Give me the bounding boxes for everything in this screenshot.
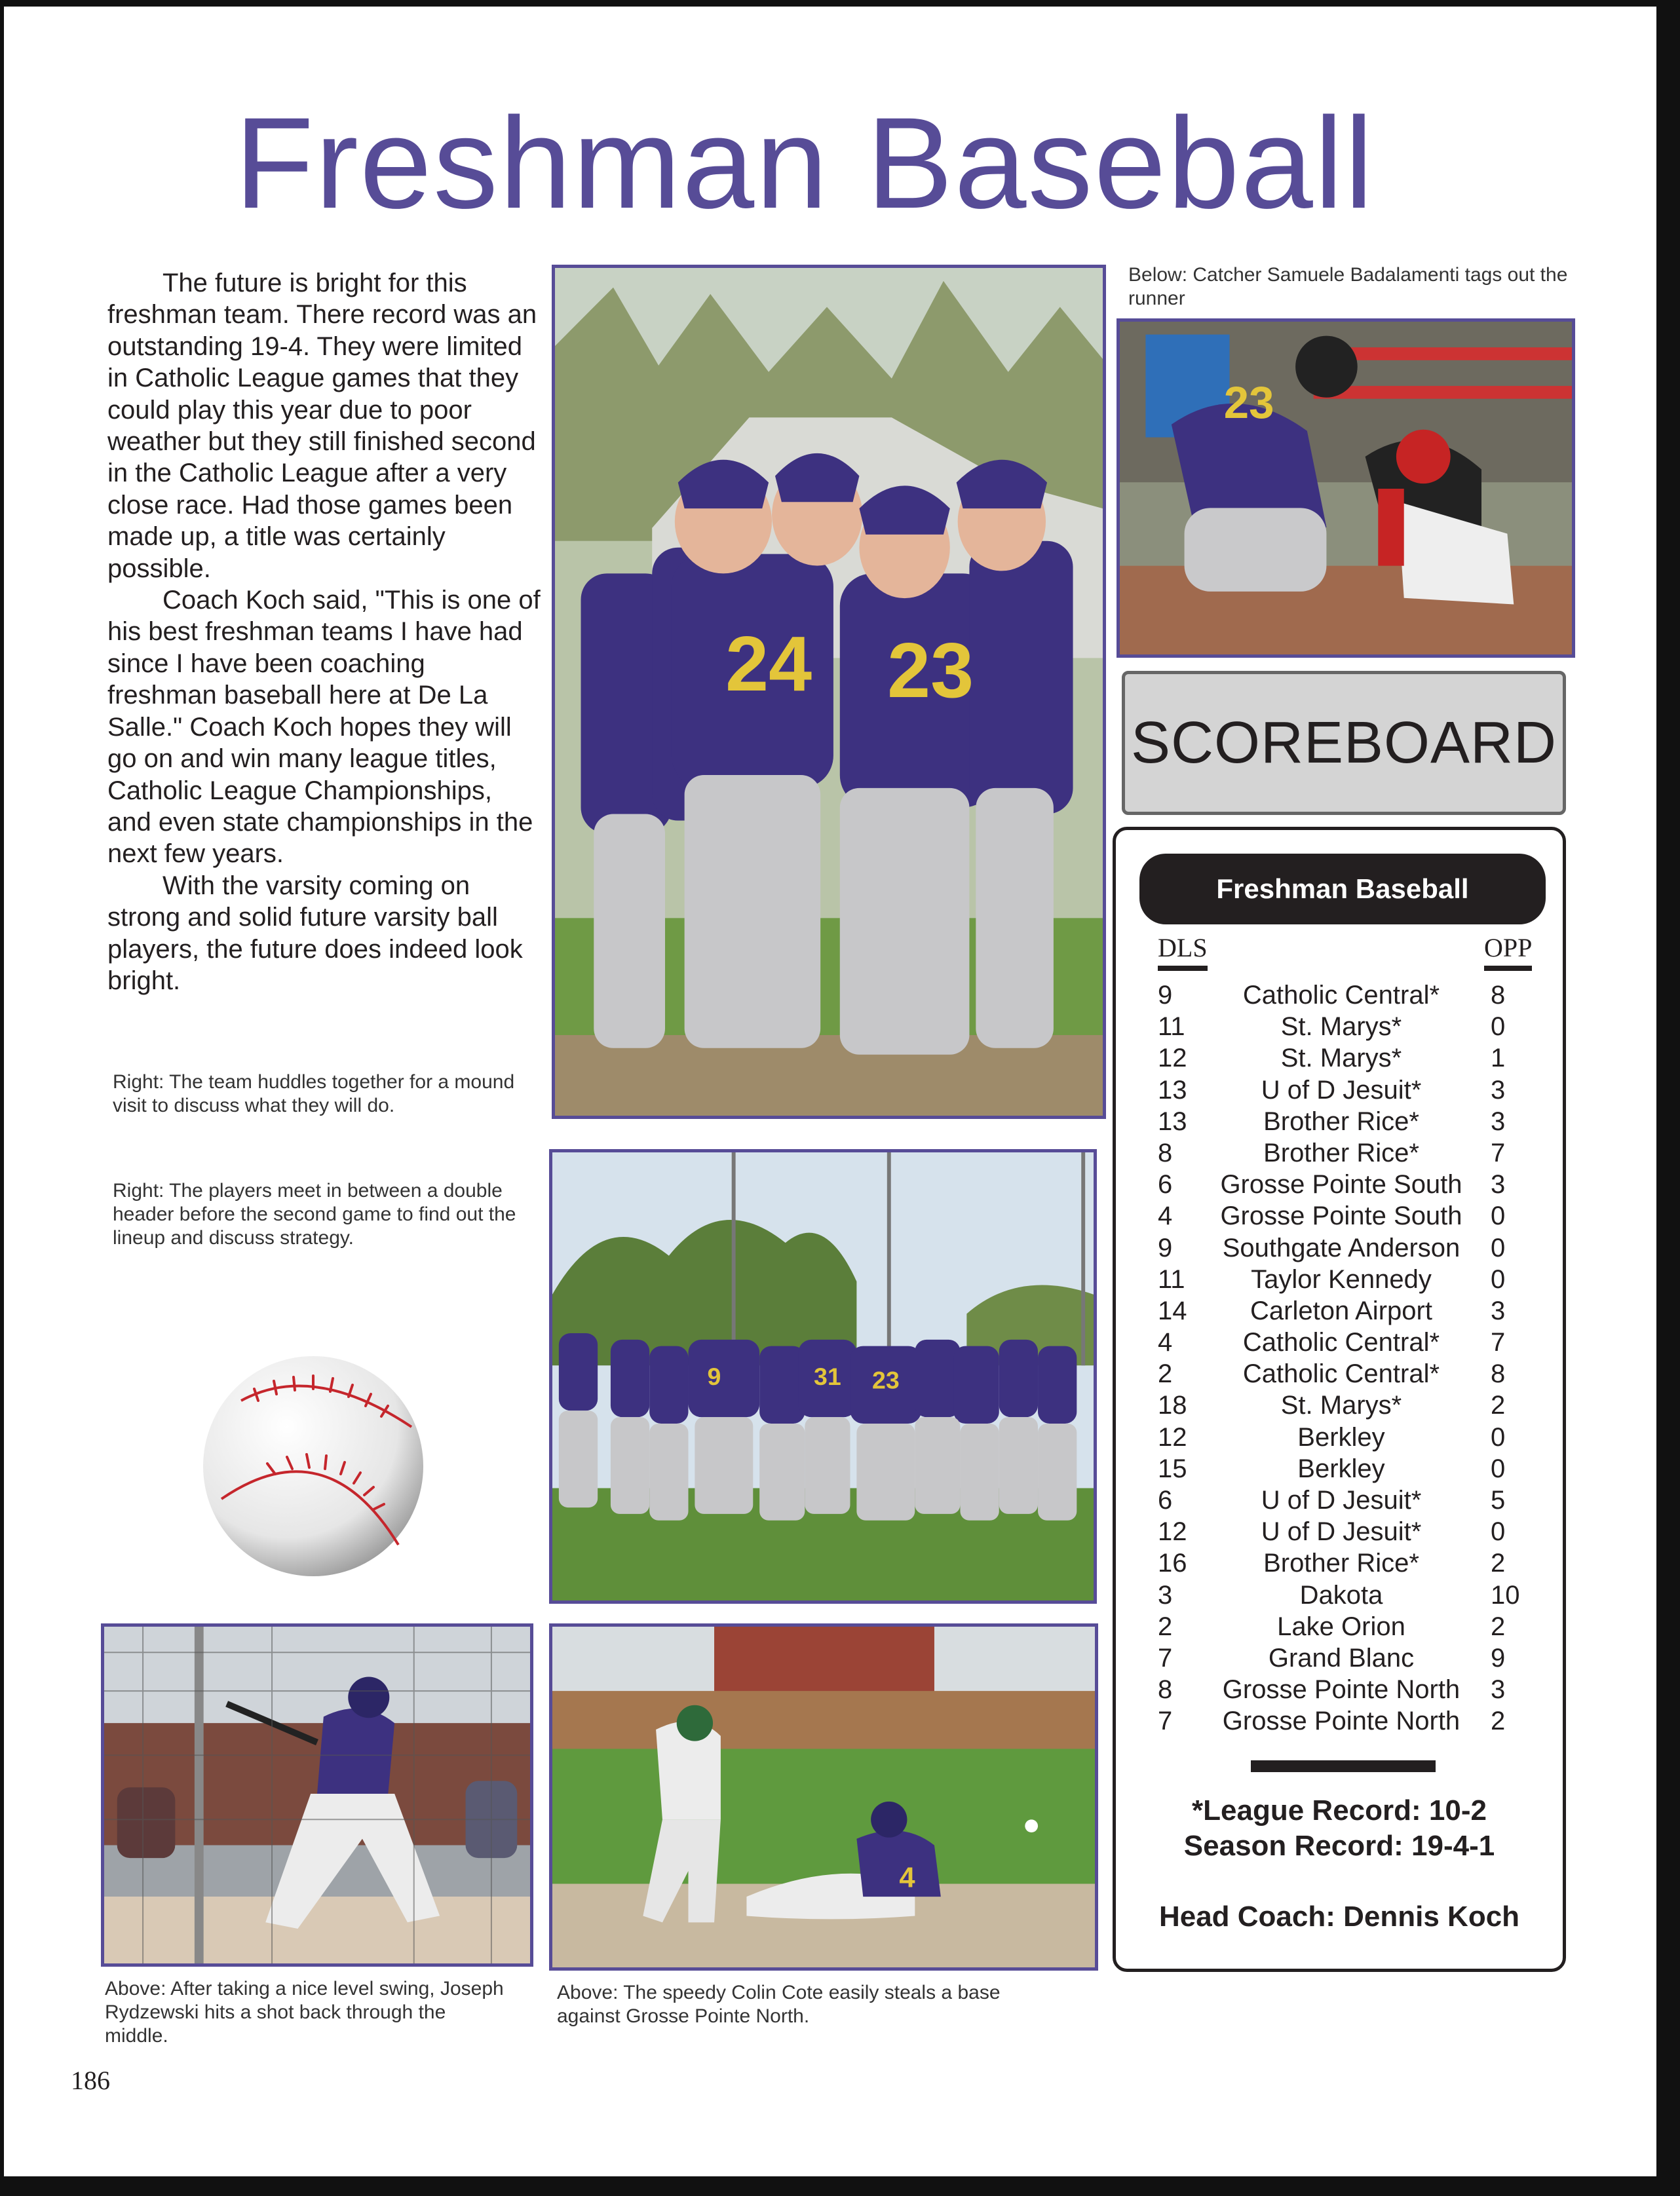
dls-score: 8 [1158, 1138, 1173, 1167]
opponent-score: 2 [1491, 1549, 1506, 1578]
opponent-name: Berkley [1297, 1422, 1385, 1452]
game-row [1116, 979, 1563, 1011]
game-row [1116, 1327, 1563, 1358]
game-row [1116, 1295, 1563, 1327]
opponent-score: 5 [1491, 1486, 1506, 1515]
page-number: 186 [71, 2066, 110, 2095]
page-frame-left [0, 0, 4, 2196]
game-row [1116, 1232, 1563, 1264]
opponent-name: U of D Jesuit* [1261, 1486, 1422, 1515]
story-paragraph: Coach Koch said, "This is one of his best freshman teams I have had since I have been coaching freshman baseball here at De La Salle." Coach Koch hopes they will go on and win many league titles, Catholic League Championships, and even state championships in the next few years. [107, 586, 541, 869]
opponent-score: 0 [1491, 1233, 1506, 1262]
dls-score: 7 [1158, 1707, 1173, 1736]
photo-huddle [552, 265, 1106, 1119]
photo-stolen-base [549, 1623, 1098, 1971]
opponent-score: 0 [1491, 1422, 1506, 1452]
jersey-number: 9 [707, 1362, 721, 1390]
league-record: *League Record: 10-2 [1192, 1794, 1487, 1827]
opponent-score: 10 [1491, 1580, 1520, 1610]
opponent-score: 2 [1491, 1612, 1506, 1641]
opponent-name: Grosse Pointe North [1222, 1675, 1460, 1705]
opponent-score: 3 [1491, 1296, 1506, 1325]
jersey-number: 23 [887, 626, 974, 714]
story-paragraph: With the varsity coming on strong and solid future varsity ball players, the future does indeed look bright. [107, 871, 523, 995]
game-row [1116, 1074, 1563, 1106]
caption-catcher: Below: Catcher Samuele Badalamenti tags out the runner [1128, 264, 1568, 309]
dls-score: 8 [1158, 1675, 1173, 1705]
dls-score: 18 [1158, 1391, 1187, 1420]
head-coach: Head Coach: Dennis Koch [1158, 1901, 1520, 1933]
game-row [1116, 1106, 1563, 1137]
opponent-name: Catholic Central* [1242, 1359, 1440, 1389]
opponent-score: 0 [1491, 1202, 1506, 1231]
opponent-name: Grosse Pointe South [1220, 1170, 1462, 1200]
game-row [1116, 1611, 1563, 1642]
opponent-score: 1 [1491, 1044, 1506, 1073]
opponent-name: Catholic Central* [1242, 981, 1440, 1010]
opponent-score: 8 [1491, 981, 1506, 1010]
game-row [1116, 1200, 1563, 1232]
opponent-name: Grand Blanc [1268, 1643, 1415, 1673]
opponent-name: Southgate Anderson [1222, 1233, 1460, 1262]
dls-score: 12 [1158, 1044, 1187, 1073]
opponent-name: U of D Jesuit* [1261, 1517, 1422, 1547]
opponent-name: Lake Orion [1277, 1612, 1405, 1641]
game-row [1116, 1516, 1563, 1547]
story-text [107, 267, 541, 996]
caption-meeting: Right: The players meet in between a double header before the second game to find out the lineup and discuss strategy. [113, 1180, 516, 1249]
opponent-name: Brother Rice* [1263, 1107, 1419, 1136]
column-header-opp-label: OPP [1484, 933, 1533, 962]
opponent-score: 9 [1491, 1643, 1506, 1673]
opponent-score: 7 [1491, 1138, 1506, 1167]
opponent-score: 3 [1491, 1107, 1506, 1136]
opponent-name: Berkley [1297, 1454, 1385, 1483]
dls-score: 6 [1158, 1170, 1173, 1200]
dls-score: 12 [1158, 1422, 1187, 1452]
jersey-number: 31 [814, 1362, 841, 1390]
caption-huddle: Right: The team huddles together for a mound visit to discuss what they will do. [113, 1071, 515, 1116]
dls-score: 13 [1158, 1107, 1187, 1136]
opponent-score: 2 [1491, 1707, 1506, 1736]
column-header-dls-label: DLS [1158, 933, 1208, 962]
game-row [1116, 1705, 1563, 1737]
dls-score: 4 [1158, 1202, 1173, 1231]
dls-score: 11 [1158, 1264, 1185, 1294]
dls-score: 15 [1158, 1454, 1187, 1483]
jersey-number: 4 [899, 1862, 915, 1894]
baseball-illustration [195, 1348, 431, 1584]
opponent-name: Brother Rice* [1263, 1138, 1419, 1167]
jersey-number: 24 [725, 620, 812, 708]
scoreboard-label: SCOREBOARD [1122, 671, 1566, 815]
scoreboard-panel [1113, 827, 1566, 1972]
scoreboard-title: Freshman Baseball [1139, 854, 1546, 924]
opponent-name: Grosse Pointe North [1222, 1707, 1460, 1736]
page-title: Freshman Baseball [235, 90, 1375, 235]
opponent-name: U of D Jesuit* [1261, 1075, 1422, 1105]
game-row [1116, 1674, 1563, 1705]
game-row [1116, 1485, 1563, 1516]
opponent-name: Carleton Airport [1250, 1296, 1432, 1325]
opponent-score: 3 [1491, 1075, 1506, 1105]
column-header-underline [1158, 966, 1208, 971]
photo-batter [101, 1623, 533, 1967]
game-row [1116, 1264, 1563, 1295]
opponent-name: Brother Rice* [1263, 1549, 1419, 1578]
opponent-score: 3 [1491, 1675, 1506, 1705]
opponent-score: 2 [1491, 1391, 1506, 1420]
opponent-score: 7 [1491, 1328, 1506, 1357]
page-frame-bottom [0, 2176, 1680, 2196]
opponent-name: St. Marys* [1280, 1012, 1402, 1042]
dls-score: 6 [1158, 1486, 1173, 1515]
jersey-number: 23 [871, 1366, 900, 1394]
column-header-dls [1158, 932, 1208, 971]
game-row [1116, 1137, 1563, 1169]
page-frame-top [0, 0, 1680, 7]
dls-score: 2 [1158, 1359, 1173, 1389]
photo-catcher-tag [1117, 318, 1575, 658]
dls-score: 2 [1158, 1612, 1173, 1641]
opponent-score: 0 [1491, 1264, 1506, 1294]
caption-batter: Above: After taking a nice level swing, Joseph Rydzewski hits a shot back through the middle. [105, 1978, 504, 2047]
game-row [1116, 1390, 1563, 1421]
game-row [1116, 1042, 1563, 1074]
dls-score: 7 [1158, 1643, 1173, 1673]
page-frame-right [1656, 0, 1680, 2196]
opponent-name: Dakota [1299, 1580, 1383, 1610]
opponent-score: 0 [1491, 1517, 1506, 1547]
season-record: Season Record: 19-4-1 [1183, 1830, 1495, 1862]
dls-score: 16 [1158, 1549, 1187, 1578]
game-row [1116, 1358, 1563, 1390]
opponent-name: St. Marys* [1280, 1044, 1402, 1073]
column-header-opp [1484, 932, 1532, 971]
opponent-name: Catholic Central* [1242, 1328, 1440, 1357]
game-row [1116, 1169, 1563, 1200]
opponent-name: Taylor Kennedy [1251, 1264, 1432, 1294]
game-row [1116, 1011, 1563, 1042]
opponent-score: 0 [1491, 1454, 1506, 1483]
story-paragraph: The future is bright for this freshman team. There record was an outstanding 19-4. They were limited in Catholic League games that they could play this year due to poor weather but they still finished second in the Catholic League after a very close race. Had those games been made up, a title was certainly possible. [107, 269, 537, 583]
opponent-score: 3 [1491, 1170, 1506, 1200]
game-row [1116, 1422, 1563, 1453]
dls-score: 9 [1158, 981, 1173, 1010]
game-row [1116, 1642, 1563, 1674]
opponent-score: 8 [1491, 1359, 1506, 1389]
dls-score: 3 [1158, 1580, 1173, 1610]
game-row [1116, 1453, 1563, 1485]
game-row [1116, 1580, 1563, 1611]
opponent-score: 0 [1491, 1012, 1506, 1042]
dls-score: 11 [1158, 1012, 1185, 1042]
dls-score: 14 [1158, 1296, 1187, 1325]
game-results-list [1116, 979, 1563, 1737]
dls-score: 12 [1158, 1517, 1187, 1547]
jersey-number: 23 [1223, 377, 1274, 428]
game-row [1116, 1547, 1563, 1579]
opponent-name: St. Marys* [1280, 1391, 1402, 1420]
dls-score: 13 [1158, 1075, 1187, 1105]
caption-steal: Above: The speedy Colin Cote easily steals a base against Grosse Pointe North. [557, 1982, 1001, 2027]
column-header-underline [1484, 966, 1532, 971]
photo-team-meeting [549, 1149, 1097, 1604]
scoreboard-divider [1251, 1760, 1436, 1772]
opponent-name: Grosse Pointe South [1220, 1202, 1462, 1231]
dls-score: 4 [1158, 1328, 1173, 1357]
dls-score: 9 [1158, 1233, 1173, 1262]
